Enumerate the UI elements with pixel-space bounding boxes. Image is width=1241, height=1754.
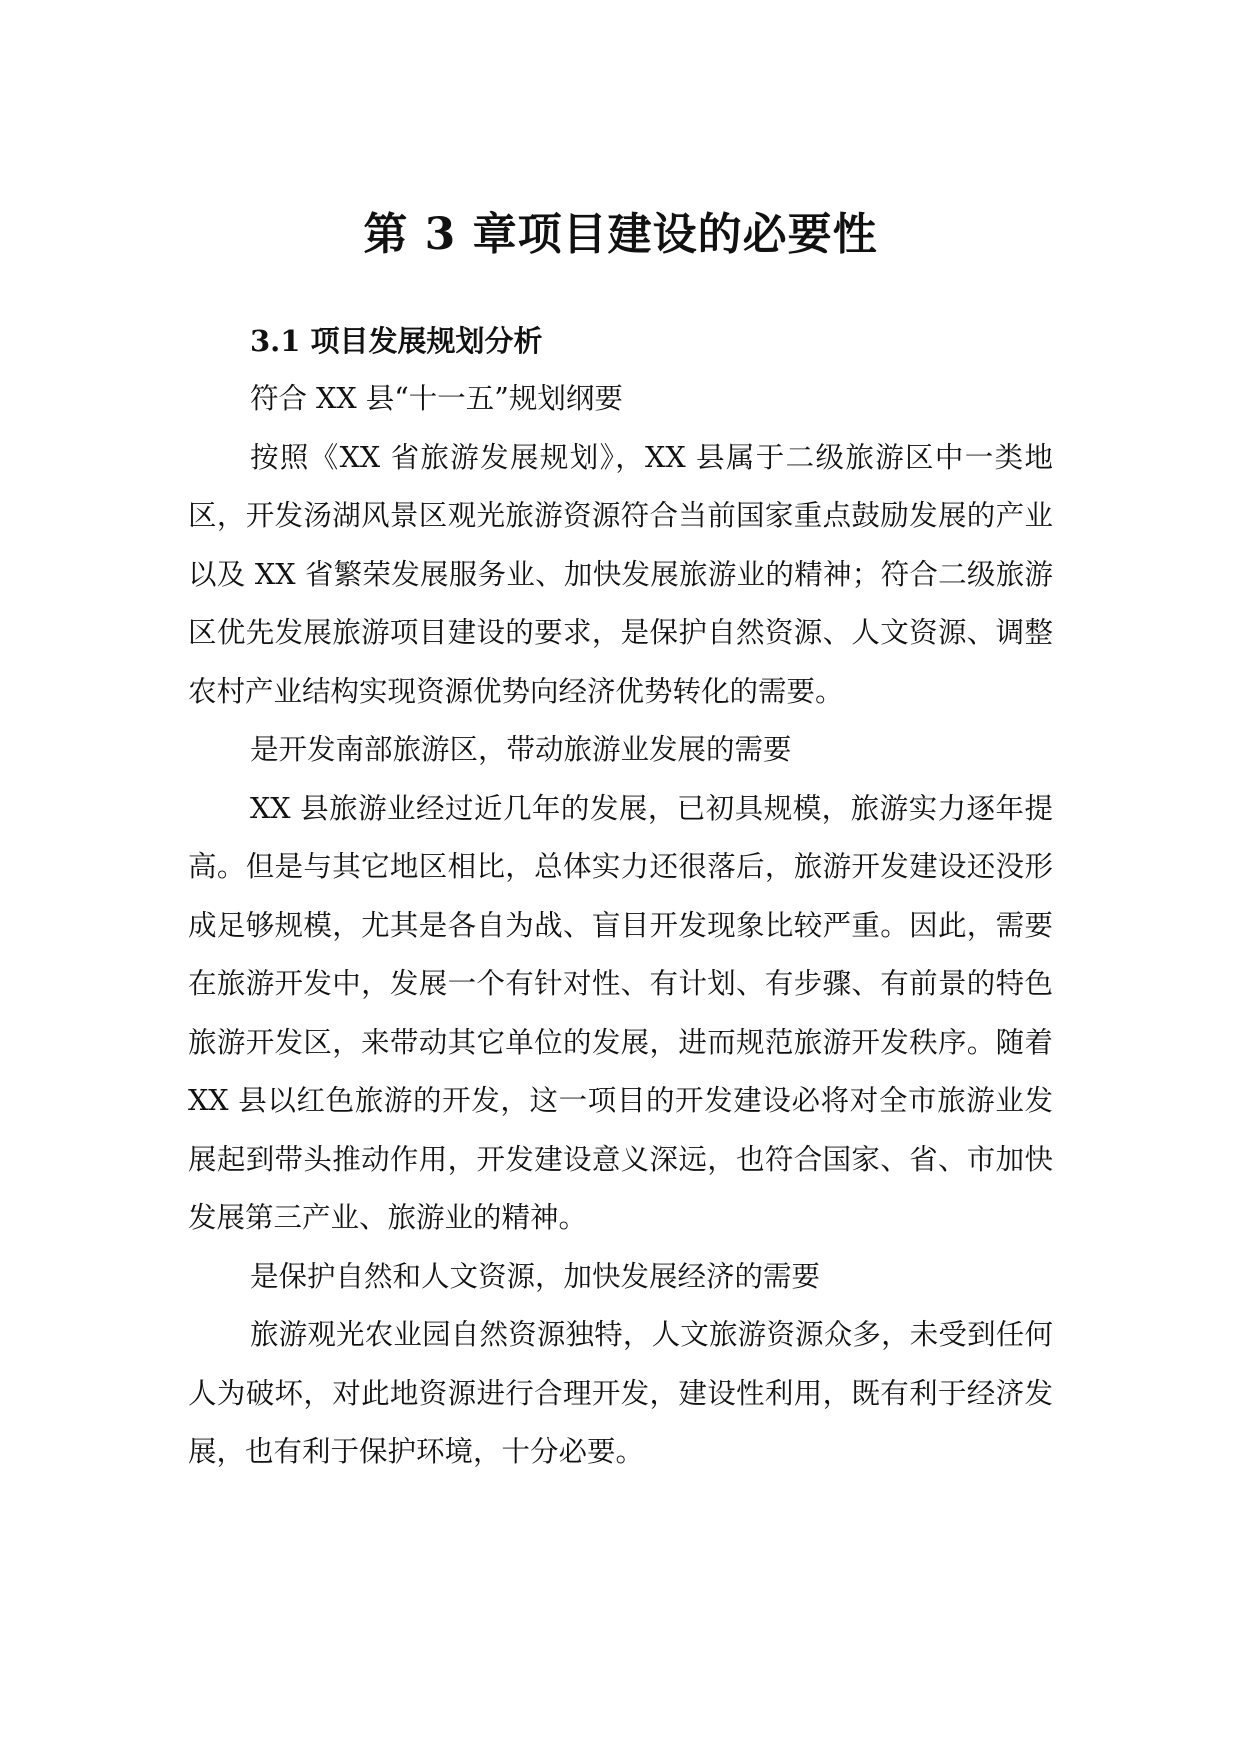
paragraph-subheading-protection: 是保护自然和人文资源，加快发展经济的需要	[250, 1259, 821, 1293]
paragraph-body: 旅游观光农业园自然资源独特，人文旅游资源众多，未受到任何人为破坏，对此地资源进行合理开发，建设性利用，既有利于经济发展，也有利于保护环境，十分必要。	[188, 1318, 1053, 1468]
paragraph-body: 按照《XX 省旅游发展规划》，XX 县属于二级旅游区中一类地区，开发汤湖风景区观光旅游资源符合当前国家重点鼓励发展的产业以及 XX 省繁荣发展服务业、加快发展旅游业的精神；符合二级旅游区优先发展旅游项目建设的要求，是保护自然资源、人文资源、调整农村产业结构实现资源优势向经济优势转化的需要。	[188, 440, 1053, 708]
paragraph-body: XX 县旅游业经过近几年的发展，已初具规模，旅游实力逐年提高。但是与其它地区相比，总体实力还很落后，旅游开发建设还没形成足够规模，尤其是各自为战、盲目开发现象比较严重。因此，需要在旅游开发中，发展一个有针对性、有计划、有步骤、有前景的特色旅游开发区，来带动其它单位的发展，进而规范旅游开发秩序。随着 XX 县以红色旅游的开发，这一项目的开发建设必将对全市旅游业发展起到带头推动作用，开发建设意义深远，也符合国家、省、市加快发展第三产业、旅游业的精神。	[188, 791, 1053, 1234]
paragraph-subheading-plan: 符合 XX 县“十一五”规划纲要	[250, 382, 623, 415]
document-body	[188, 312, 1053, 1482]
paragraph-subheading-south-area: 是开发南部旅游区，带动旅游业发展的需要	[250, 733, 792, 766]
chapter-title: 第 3 章项目建设的必要性	[363, 209, 878, 260]
section-heading: 3.1 项目发展规划分析	[250, 324, 543, 358]
